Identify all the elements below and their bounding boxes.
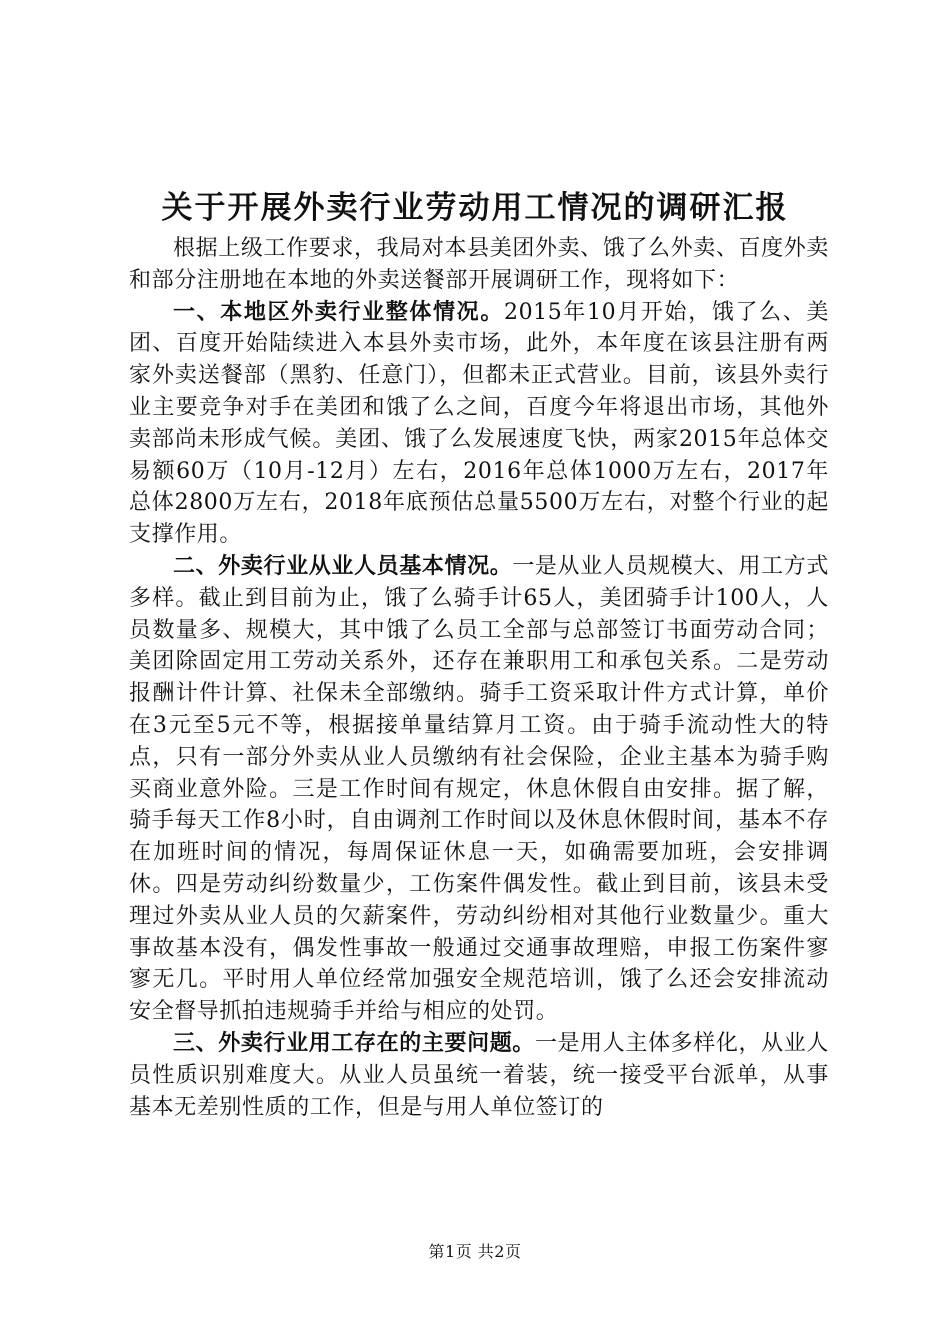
paragraph-intro <box>129 233 829 297</box>
section-heading: 一、本地区外卖行业整体情况。 <box>173 299 504 325</box>
document-body <box>129 233 829 1123</box>
document-title: 关于开展外卖行业劳动用工情况的调研汇报 <box>161 190 789 226</box>
paragraph-text: 一是从业人员规模大、用工方式多样。截止到目前为止，饿了么骑手计65人，美团骑手计100人，人员数量多、规模大，其中饿了么员工全部与总部签订书面劳动合同；美团除固定用工劳动关系外，还存在兼职用工和承包关系。二是劳动报酬计件计算、社保未全部缴纳。骑手工资采取计件方式计算，单价在3元至5元不等，根据接单量结算月工资。由于骑手流动性大的特点，只有一部分外卖从业人员缴纳有社会保险，企业主基本为骑手购买商业意外险。三是工作时间有规定，休息休假自由安排。据了解，骑手每天工作8小时，自由调剂工作时间以及休息休假时间，基本不存在加班时间的情况，每周保证休息一天，如确需要加班，会安排调休。四是劳动纠纷数量少，工伤案件偶发性。截止到目前，该县未受理过外卖从业人员的欠薪案件，劳动纠纷相对其他行业数量少。重大事故基本没有，偶发性事故一般通过交通事故理赔，申报工伤案件寥寥无几。平时用人单位经常加强安全规范培训，饿了么还会安排流动安全督导抓拍违规骑手并给与相应的处罚。 <box>129 553 829 1025</box>
paragraph-section-3 <box>129 1028 829 1123</box>
section-heading: 二、外卖行业从业人员基本情况。 <box>173 553 513 579</box>
paragraph-section-2 <box>129 551 829 1028</box>
paragraph-text: 根据上级工作要求，我局对本县美团外卖、饿了么外卖、百度外卖和部分注册地在本地的外卖送餐部开展调研工作，现将如下： <box>129 236 829 293</box>
paragraph-section-1 <box>129 297 829 551</box>
section-heading: 三、外卖行业用工存在的主要问题。 <box>173 1030 535 1056</box>
paragraph-text: 2015年10月开始，饿了么、美团、百度开始陆续进入本县外卖市场，此外，本年度在该县注册有两家外卖送餐部（黑豹、任意门），但都未正式营业。目前，该县外卖行业主要竞争对手在美团和饿了么之间，百度今年将退出市场，其他外卖部尚未形成气候。美团、饿了么发展速度飞快，两家2015年总体交易额60万（10月-12月）左右，2016年总体1000万左右，2017年总体2800万左右，2018年底预估总量5500万左右，对整个行业的起支撑作用。 <box>129 299 829 548</box>
paragraph-text: 一是用人主体多样化，从业人员性质识别难度大。从业人员虽统一着装，统一接受平台派单，从事基本无差别性质的工作，但是与用人单位签订的 <box>129 1030 829 1120</box>
page-number-footer: 第1页 共2页 <box>428 1242 522 1261</box>
